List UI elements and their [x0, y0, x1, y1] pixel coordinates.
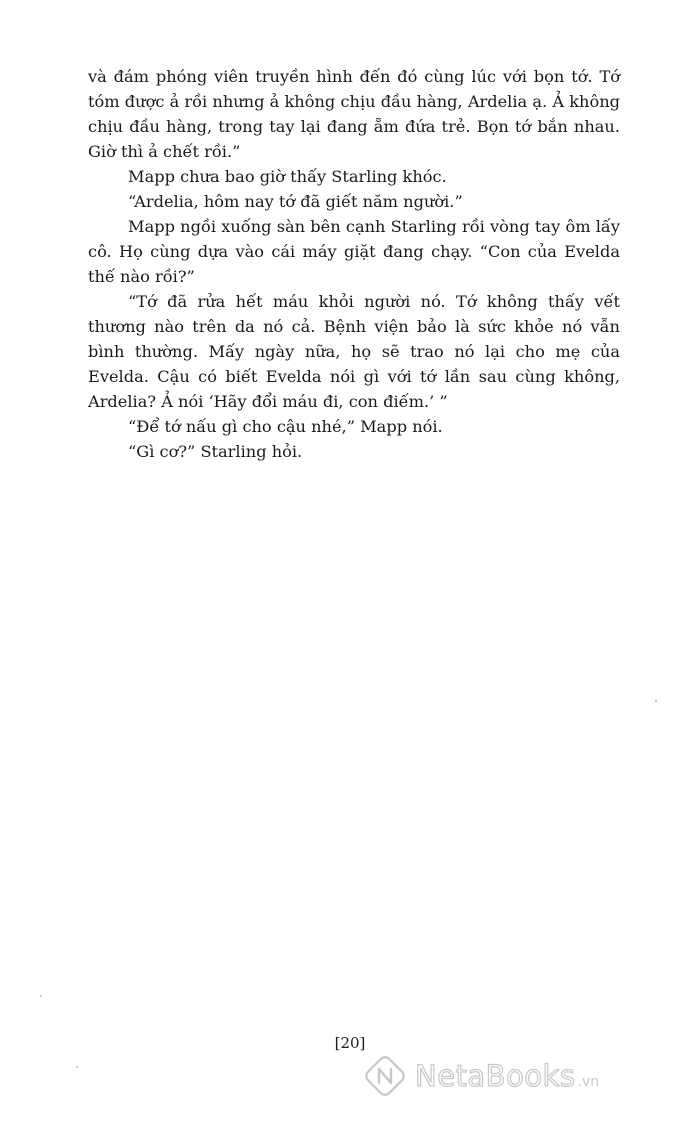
paragraph-7: “Gì cơ?” Starling hỏi. [128, 442, 303, 461]
page-number: [20] [334, 1034, 366, 1052]
watermark-brand: NetaBooks [415, 1058, 576, 1093]
netabooks-watermark [363, 1053, 599, 1099]
scan-speck [76, 1066, 78, 1068]
paragraph-3: “Ardelia, hôm nay tớ đã giết năm người.” [128, 192, 463, 211]
watermark-suffix: .vn [577, 1074, 600, 1090]
paragraph-4: Mapp ngồi xuống sàn bên cạnh Starling rồi vòng tay ôm lấy cô. Họ cùng dựa vào cái máy giặt đang chạy. “Con của Evelda thế nào rồi?” [88, 217, 620, 286]
paragraph-2: Mapp chưa bao giờ thấy Starling khóc. [128, 167, 447, 186]
netabooks-logo-icon [363, 1054, 407, 1098]
paragraph-5: “Tớ đã rửa hết máu khỏi người nó. Tớ không thấy vết thương nào trên da nó cả. Bệnh viện bảo là sức khỏe nó vẫn bình thường. Mấy ngày nữa, họ sẽ trao nó lại cho mẹ của Evelda. Cậu có biết Evelda nói gì với tớ lần sau cùng không, Ardelia? Ả nói ‘Hãy đổi máu đi, con điếm.’ ” [88, 292, 620, 411]
paragraph-1: và đám phóng viên truyền hình đến đó cùng lúc với bọn tớ. Tớ tóm được ả rồi nhưng ả không chịu đầu hàng, Ardelia ạ. Ả không chịu đầu hàng, trong tay lại đang ẵm đứa trẻ. Bọn tớ bắn nhau. Giờ thì ả chết rồi.” [88, 67, 620, 161]
paragraph-6: “Để tớ nấu gì cho cậu nhé,” Mapp nói. [128, 417, 443, 436]
page-body-text [88, 64, 620, 464]
scan-speck [655, 700, 657, 702]
scan-speck [40, 995, 42, 997]
